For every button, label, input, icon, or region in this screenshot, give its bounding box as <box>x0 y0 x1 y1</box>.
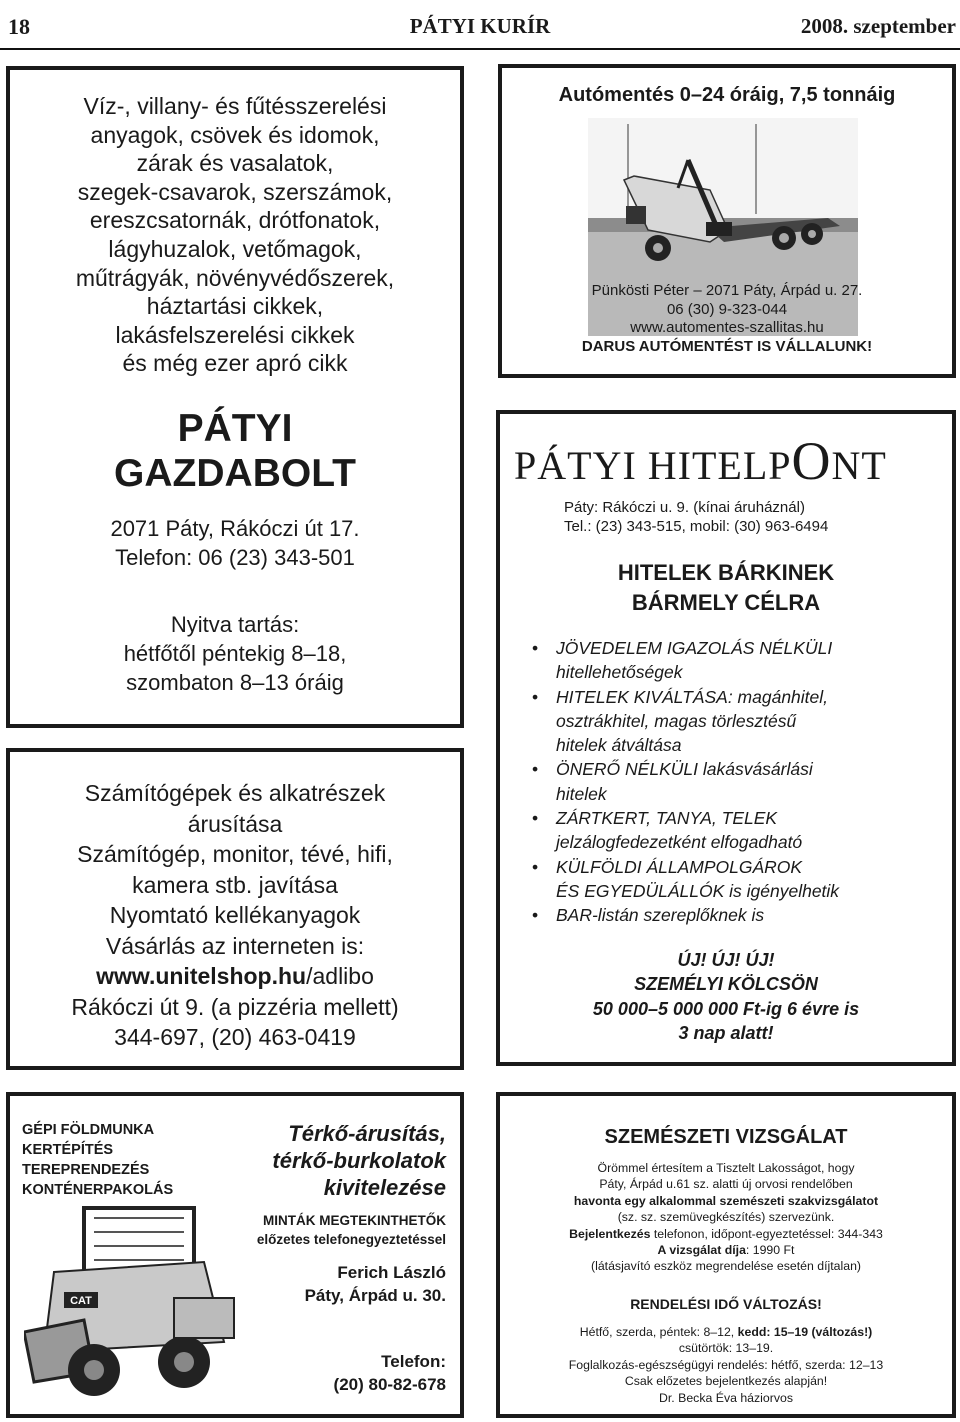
bullet-line: • ÖNERŐ NÉLKÜLI lakásvásárlási <box>556 759 813 780</box>
product-line: és még ezer apró cikk <box>122 350 348 377</box>
body-line: Örömmel értesítem a Tisztelt Lakosságot, hogy <box>597 1161 855 1175</box>
eye-exam-ad <box>496 1092 956 1418</box>
computer-text <box>10 778 460 1053</box>
fee-label: A vizsgálat díja <box>657 1243 746 1258</box>
opening-hours <box>10 610 460 697</box>
schedule-change-title: RENDELÉSI IDŐ VÁLTOZÁS! <box>630 1296 822 1312</box>
body-line: havonta egy alkalommal szemészeti szakvizsgálatot <box>573 1193 879 1208</box>
hitelpont-contact <box>564 498 828 536</box>
list-item <box>532 806 839 855</box>
bullet-line: • JÖVEDELEM IGAZOLÁS NÉLKÜLI <box>556 638 833 658</box>
shop-url[interactable] <box>10 961 460 992</box>
computer-line: Nyomtató kellékanyagok <box>109 902 361 928</box>
computer-address: Rákóczi út 9. (a pizzéria mellett) <box>71 993 399 1020</box>
contact-address: Páty, Árpád u. 30. <box>304 1286 446 1305</box>
product-line: műtrágyák, növényvédőszerek, <box>75 264 395 291</box>
shop-name <box>10 406 460 496</box>
service-item: KONTÉNERPAKOLÁS <box>22 1182 174 1198</box>
shop-url-domain[interactable]: www.unitelshop.hu <box>96 963 307 989</box>
computer-line: Számítógépek és alkatrészek <box>84 780 386 806</box>
bullet-line: hitelek <box>556 783 607 804</box>
eye-exam-title: SZEMÉSZETI VIZSGÁLAT <box>604 1126 848 1148</box>
shop-name-line2: GAZDABOLT <box>114 452 356 495</box>
body-line: Páty, Árpád u.61 sz. alatti új orvosi rendelőben <box>599 1177 853 1192</box>
towing-title: Autómentés 0–24 óráig, 7,5 tonnáig <box>558 84 896 106</box>
fee-text: : 1990 Ft <box>745 1243 795 1258</box>
booking-text: telefonon, időpont-egyeztetéssel: 344-343 <box>650 1226 883 1241</box>
paving-phone <box>334 1350 446 1396</box>
bullet-line: • HITELEK KIVÁLTÁSA: magánhitel, <box>556 686 829 707</box>
bullet-line: • ZÁRTKERT, TANYA, TELEK <box>556 808 778 829</box>
hours-changed: kedd: 15–19 (változás!) <box>737 1325 873 1339</box>
product-line: háztartási cikkek, <box>146 293 324 320</box>
hours-weekday: hétfőtől péntekig 8–18, <box>123 641 347 666</box>
service-item: TEREPRENDEZÉS <box>22 1162 150 1178</box>
bullet-line: • KÜLFÖLDI ÁLLAMPOLGÁROK <box>556 856 803 877</box>
loan-offer <box>500 948 952 1045</box>
offer-line: 3 nap alatt! <box>678 1022 774 1043</box>
phone-label: Telefon: <box>381 1352 446 1371</box>
towing-web[interactable]: www.automentes-szallitas.hu <box>630 319 824 336</box>
body-line <box>500 1324 952 1340</box>
gazdabolt-ad <box>6 66 464 728</box>
hitelpont-address: Páty: Rákóczi u. 9. (kínai áruháznál) <box>564 499 805 516</box>
shop-phone: Telefon: 06 (23) 343-501 <box>115 545 355 570</box>
product-line: zárak és vasalatok, <box>136 150 334 177</box>
logo-o: O <box>791 431 832 491</box>
towing-slogan: DARUS AUTÓMENTÉST IS VÁLLALUNK! <box>581 337 873 355</box>
body-line <box>500 1242 952 1258</box>
samples-line: MINTÁK MEGTEKINTHETŐK <box>263 1213 446 1228</box>
paving-title-line: Térkő-árusítás, <box>288 1121 446 1146</box>
towing-info <box>502 282 952 356</box>
skid-steer-loader-image <box>24 1202 260 1412</box>
phone-number: (20) 80-82-678 <box>333 1375 446 1394</box>
body-line: (sz. sz. szemüvegkészítés) szervezünk. <box>617 1210 835 1225</box>
list-item <box>532 757 839 806</box>
offer-line: SZEMÉLYI KÖLCSÖN <box>634 974 818 995</box>
eye-exam-body <box>500 1160 952 1275</box>
hitelpont-headline <box>500 558 952 618</box>
hours-saturday: szombaton 8–13 óráig <box>126 670 344 695</box>
service-item: GÉPI FÖLDMUNKA <box>22 1122 155 1138</box>
product-list <box>10 92 460 378</box>
product-line: lágyhuzalok, vetőmagok, <box>108 235 362 262</box>
product-line: anyagok, csövek és idomok, <box>90 121 380 148</box>
loan-features <box>532 636 839 928</box>
list-item <box>532 636 839 685</box>
hitelpont-ad <box>496 410 956 1066</box>
shop-contact <box>10 514 460 572</box>
computer-line: Vásárlás az interneten is: <box>105 932 365 959</box>
logo-text-part2: NT <box>831 443 887 488</box>
booking-label: Bejelentkezés <box>569 1226 651 1241</box>
list-item <box>532 685 839 758</box>
product-line: Víz-, villany- és fűtésszerelési <box>83 93 387 119</box>
computer-phone: 344-697, (20) 463-0419 <box>114 1024 356 1050</box>
bullet-line: • BAR-listán szereplőknek is <box>556 905 765 926</box>
bullet-line: hitellehetőségek <box>556 662 683 683</box>
computer-line: Számítógép, monitor, tévé, hifi, <box>77 841 393 867</box>
shop-url-path[interactable]: /adlibo <box>306 963 374 989</box>
issue-date: 2008. szeptember <box>800 14 956 38</box>
bullet-line: ÉS EGYEDÜLÁLLÓK is igényelhetik <box>556 880 840 901</box>
computer-shop-ad <box>6 748 464 1070</box>
bullet-line: jelzálogfedezetként elfogadható <box>556 832 803 853</box>
hours-regular: Hétfő, szerda, péntek: 8–12, <box>579 1325 738 1339</box>
hours-title: Nyitva tartás: <box>170 612 300 637</box>
page-number: 18 <box>8 14 30 39</box>
logo-text-part1: PÁTYI HITELP <box>514 443 792 488</box>
machine-brand: CAT <box>70 1295 92 1307</box>
paving-title-line: kivitelezése <box>323 1175 446 1200</box>
computer-line: árusítása <box>187 810 283 837</box>
list-item <box>532 855 839 904</box>
body-line: Foglalkozás-egészségügyi rendelés: hétfő, szerda: 12–13 <box>568 1357 884 1372</box>
offer-line: 50 000–5 000 000 Ft-ig 6 évre is <box>592 998 860 1019</box>
contact-name: Ferich László <box>337 1263 446 1282</box>
headline-line2: BÁRMELY CÉLRA <box>631 590 821 615</box>
paving-title <box>257 1120 446 1201</box>
paving-ad <box>6 1092 464 1418</box>
list-item <box>532 903 839 927</box>
body-line: csütörtök: 13–19. <box>678 1341 774 1356</box>
publication-title: PÁTYI KURÍR <box>409 14 551 38</box>
samples-note <box>257 1211 446 1249</box>
product-line: ereszcsatornák, drótfonatok, <box>89 207 381 234</box>
service-item: KERTÉPÍTÉS <box>22 1142 114 1158</box>
offer-line: ÚJ! ÚJ! ÚJ! <box>677 950 775 970</box>
hitelpont-phone: Tel.: (23) 343-515, mobil: (30) 963-6494 <box>564 518 829 535</box>
appointment-line: előzetes telefonegyeztetéssel <box>256 1232 446 1247</box>
bullet-line: hitelek átváltása <box>556 735 682 756</box>
page-header <box>0 0 960 52</box>
towing-phone: 06 (30) 9-323-044 <box>666 300 788 318</box>
header-rule <box>0 48 960 50</box>
shop-address: 2071 Páty, Rákóczi út 17. <box>110 516 360 541</box>
product-line: szegek-csavarok, szerszámok, <box>77 178 393 205</box>
services-list <box>22 1120 173 1200</box>
paving-details <box>257 1120 446 1307</box>
paving-title-line: térkő-burkolatok <box>272 1148 446 1173</box>
bullet-line: osztrákhitel, magas törlesztésű <box>556 710 797 731</box>
computer-line: kamera stb. javítása <box>132 871 338 898</box>
body-line <box>500 1226 952 1242</box>
paving-contact <box>257 1261 446 1307</box>
schedule-body <box>500 1324 952 1406</box>
doctor-name: Dr. Becka Éva háziorvos <box>659 1390 793 1405</box>
body-line: (látásjavító eszköz megrendelése esetén díjtalan) <box>591 1259 861 1274</box>
hitelpont-logo <box>514 430 887 492</box>
headline-line1: HITELEK BÁRKINEK <box>617 560 835 585</box>
product-line: lakásfelszerelési cikkek <box>115 321 355 348</box>
towing-contact: Pünkösti Péter – 2071 Páty, Árpád u. 27. <box>591 282 863 299</box>
shop-name-line1: PÁTYI <box>177 407 293 450</box>
body-line: Csak előzetes bejelentkezés alapján! <box>624 1374 828 1389</box>
towing-ad <box>498 64 956 378</box>
